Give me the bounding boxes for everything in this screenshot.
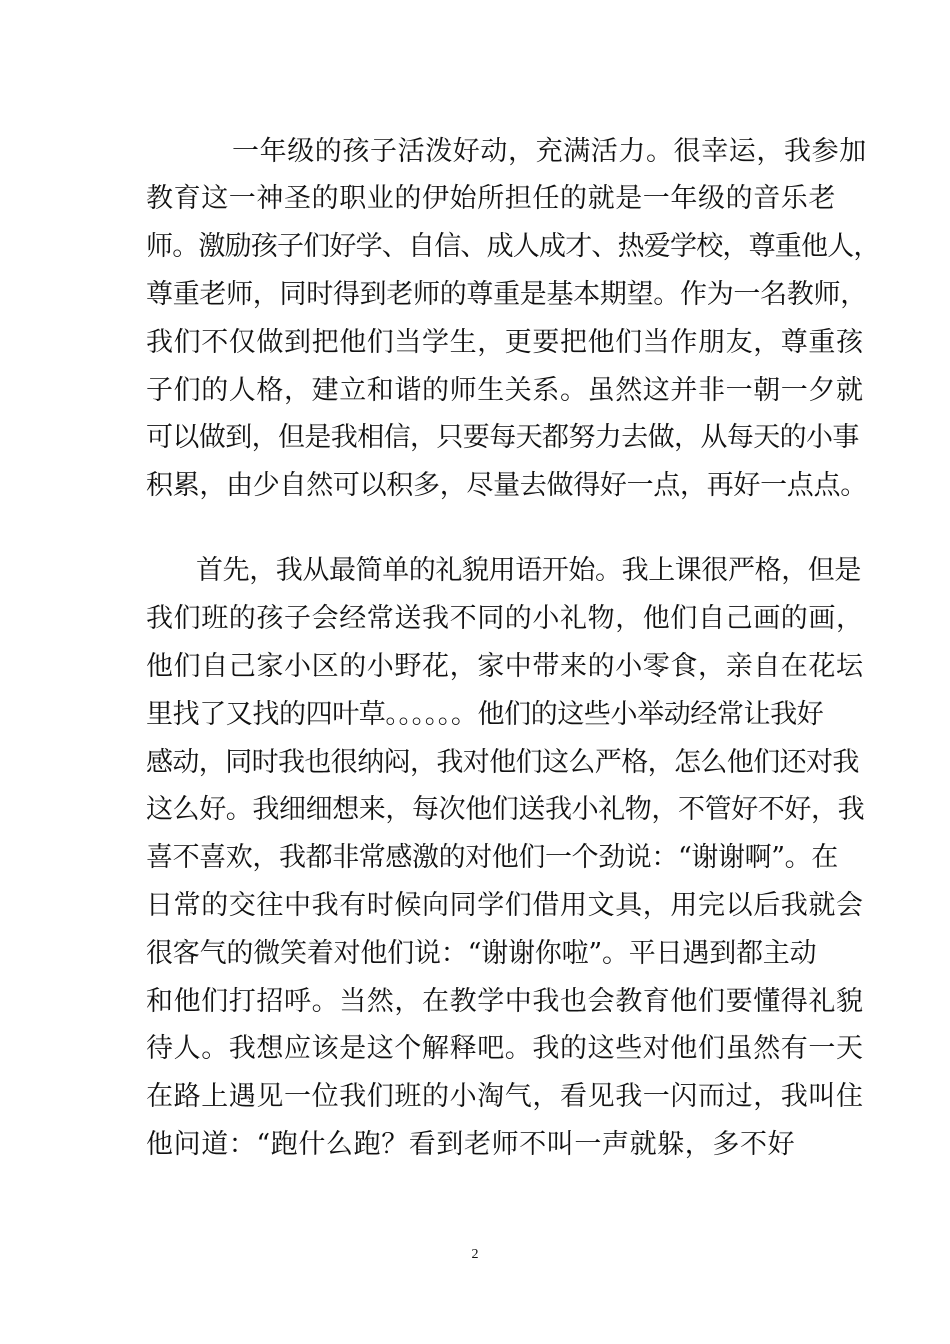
- paragraph-line: 这么好。我细细想来，每次他们送我小礼物，不管好不好，我: [146, 794, 865, 825]
- paragraph-line: 可以做到，但是我相信，只要每天都努力去做，从每天的小事: [146, 422, 859, 453]
- page-number: 2: [471, 1247, 479, 1262]
- paragraph-line: 在路上遇见一位我们班的小淘气，看见我一闪而过，我叫住: [146, 1081, 864, 1112]
- paragraph-line: 我们不仅做到把他们当学生，更要把他们当作朋友，尊重孩: [146, 327, 864, 358]
- paragraph-line: 尊重老师，同时得到老师的尊重是基本期望。作为一名教师，: [146, 279, 867, 310]
- paragraph-line: 感动，同时我也很纳闷，我对他们这么严格，怎么他们还对我: [146, 747, 859, 778]
- paragraph-line: 我们班的孩子会经常送我不同的小礼物，他们自己画的画，: [146, 603, 864, 634]
- paragraph-line: 很客气的微笑着对他们说：“谢谢你啦”。平日遇到都主动: [146, 938, 817, 969]
- paragraph-line: 他们自己家小区的小野花，家中带来的小零食，亲自在花坛: [146, 651, 864, 682]
- paragraph-line: 一年级的孩子活泼好动，充满活力。很幸运，我参加: [232, 136, 867, 167]
- paragraph-line: 子们的人格，建立和谐的师生关系。虽然这并非一朝一夕就: [146, 375, 864, 406]
- paragraph-line: 教育这一神圣的职业的伊始所担任的就是一年级的音乐老: [146, 183, 836, 214]
- paragraph-line: 和他们打招呼。当然，在教学中我也会教育他们要懂得礼貌: [146, 986, 864, 1017]
- paragraph-line: 待人。我想应该是这个解释吧。我的这些对他们虽然有一天: [146, 1033, 864, 1064]
- paragraph-line: 师。激励孩子们好学、自信、成人成才、热爱学校，尊重他人，: [146, 231, 880, 262]
- paragraph-line: 喜不喜欢，我都非常感激的对他们一个劲说：“谢谢啊”。在: [146, 842, 838, 873]
- paragraph-line: 积累，由少自然可以积多，尽量去做得好一点，再好一点点。: [146, 470, 867, 501]
- paragraph-line: 他问道：“跑什么跑？看到老师不叫一声就躲，多不好: [146, 1129, 796, 1160]
- paragraph-line: 日常的交往中我有时候向同学们借用文具，用完以后我就会: [146, 890, 864, 921]
- paragraph-line: 里找了又找的四叶草。。。。。。他们的这些小举动经常让我好: [146, 699, 824, 730]
- paragraph-line: 首先，我从最简单的礼貌用语开始。我上课很严格，但是: [196, 555, 861, 586]
